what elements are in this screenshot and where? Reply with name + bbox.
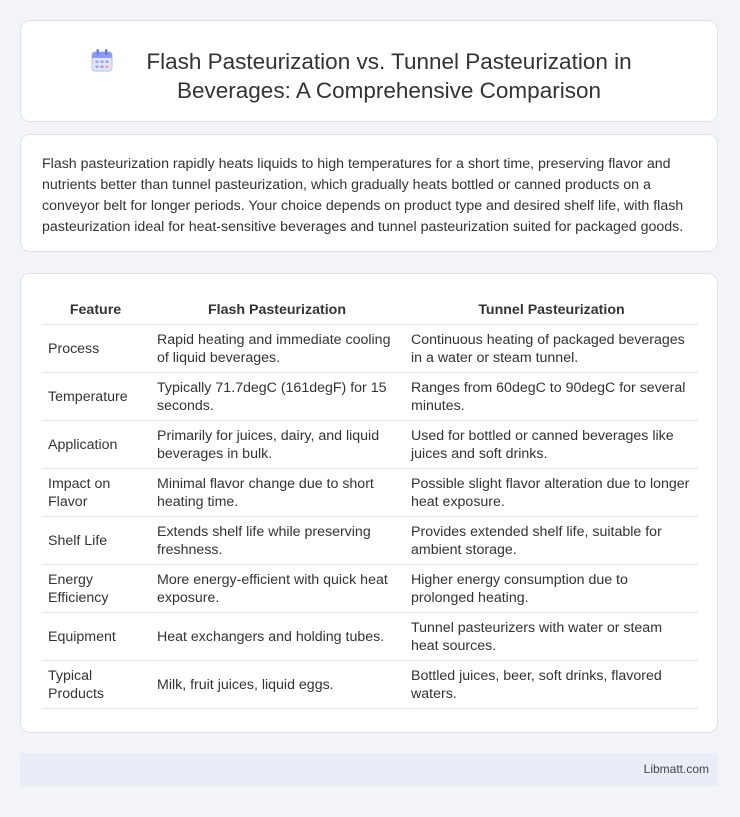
- table-row: [42, 613, 698, 661]
- tunnel-cell: Ranges from 60degC to 90degC for several minutes.: [403, 373, 698, 421]
- footer: [20, 753, 718, 786]
- header-feature: Feature: [42, 291, 149, 325]
- tunnel-cell: Continuous heating of packaged beverages in a water or steam tunnel.: [403, 325, 698, 373]
- feature-cell: Temperature: [42, 373, 149, 421]
- page-title: Flash Pasteurization vs. Tunnel Pasteurization in Beverages: A Comprehensive Comparison: [146, 49, 632, 103]
- feature-cell: Shelf Life: [42, 517, 149, 565]
- table-row: [42, 565, 698, 613]
- intro-paragraph: Flash pasteurization rapidly heats liquids to high temperatures for a short time, preserving flavor and nutrients better than tunnel pasteurization, which gradually heats bottled or canned products on a conveyor belt for longer periods. Your choice depends on product type and desired shelf life, with flash pasteurization ideal for heat-sensitive beverages and tunnel pasteurization suited for packaged goods.: [42, 156, 684, 235]
- comparison-card: [20, 273, 718, 733]
- feature-cell: Impact on Flavor: [42, 469, 149, 517]
- table-row: [42, 661, 698, 709]
- table-row: [42, 373, 698, 421]
- flash-cell: Primarily for juices, dairy, and liquid beverages in bulk.: [149, 421, 403, 469]
- feature-cell: Energy Efficiency: [42, 565, 149, 613]
- flash-cell: Rapid heating and immediate cooling of liquid beverages.: [149, 325, 403, 373]
- tunnel-cell: Provides extended shelf life, suitable for ambient storage.: [403, 517, 698, 565]
- flash-cell: More energy-efficient with quick heat exposure.: [149, 565, 403, 613]
- table-header-row: [42, 291, 698, 325]
- footer-site-link[interactable]: Libmatt.com: [643, 762, 709, 776]
- table-row: [42, 325, 698, 373]
- header-tunnel: Tunnel Pasteurization: [403, 291, 698, 325]
- comparison-table: [42, 291, 698, 709]
- flash-cell: Minimal flavor change due to short heating time.: [149, 469, 403, 517]
- flash-cell: Extends shelf life while preserving freshness.: [149, 517, 403, 565]
- feature-cell: Process: [42, 325, 149, 373]
- flash-cell: Milk, fruit juices, liquid eggs.: [149, 661, 403, 709]
- table-row: [42, 421, 698, 469]
- tunnel-cell: Possible slight flavor alteration due to longer heat exposure.: [403, 469, 698, 517]
- flash-cell: Typically 71.7degC (161degF) for 15 seconds.: [149, 373, 403, 421]
- table-row: [42, 517, 698, 565]
- title-card: [20, 20, 718, 122]
- tunnel-cell: Bottled juices, beer, soft drinks, flavored waters.: [403, 661, 698, 709]
- tunnel-cell: Tunnel pasteurizers with water or steam heat sources.: [403, 613, 698, 661]
- tunnel-cell: Higher energy consumption due to prolonged heating.: [403, 565, 698, 613]
- flash-cell: Heat exchangers and holding tubes.: [149, 613, 403, 661]
- tunnel-cell: Used for bottled or canned beverages like juices and soft drinks.: [403, 421, 698, 469]
- feature-cell: Application: [42, 421, 149, 469]
- header-flash: Flash Pasteurization: [149, 291, 403, 325]
- feature-cell: Equipment: [42, 613, 149, 661]
- intro-card: [20, 134, 718, 252]
- calendar-icon: [89, 47, 115, 73]
- table-row: [42, 469, 698, 517]
- feature-cell: Typical Products: [42, 661, 149, 709]
